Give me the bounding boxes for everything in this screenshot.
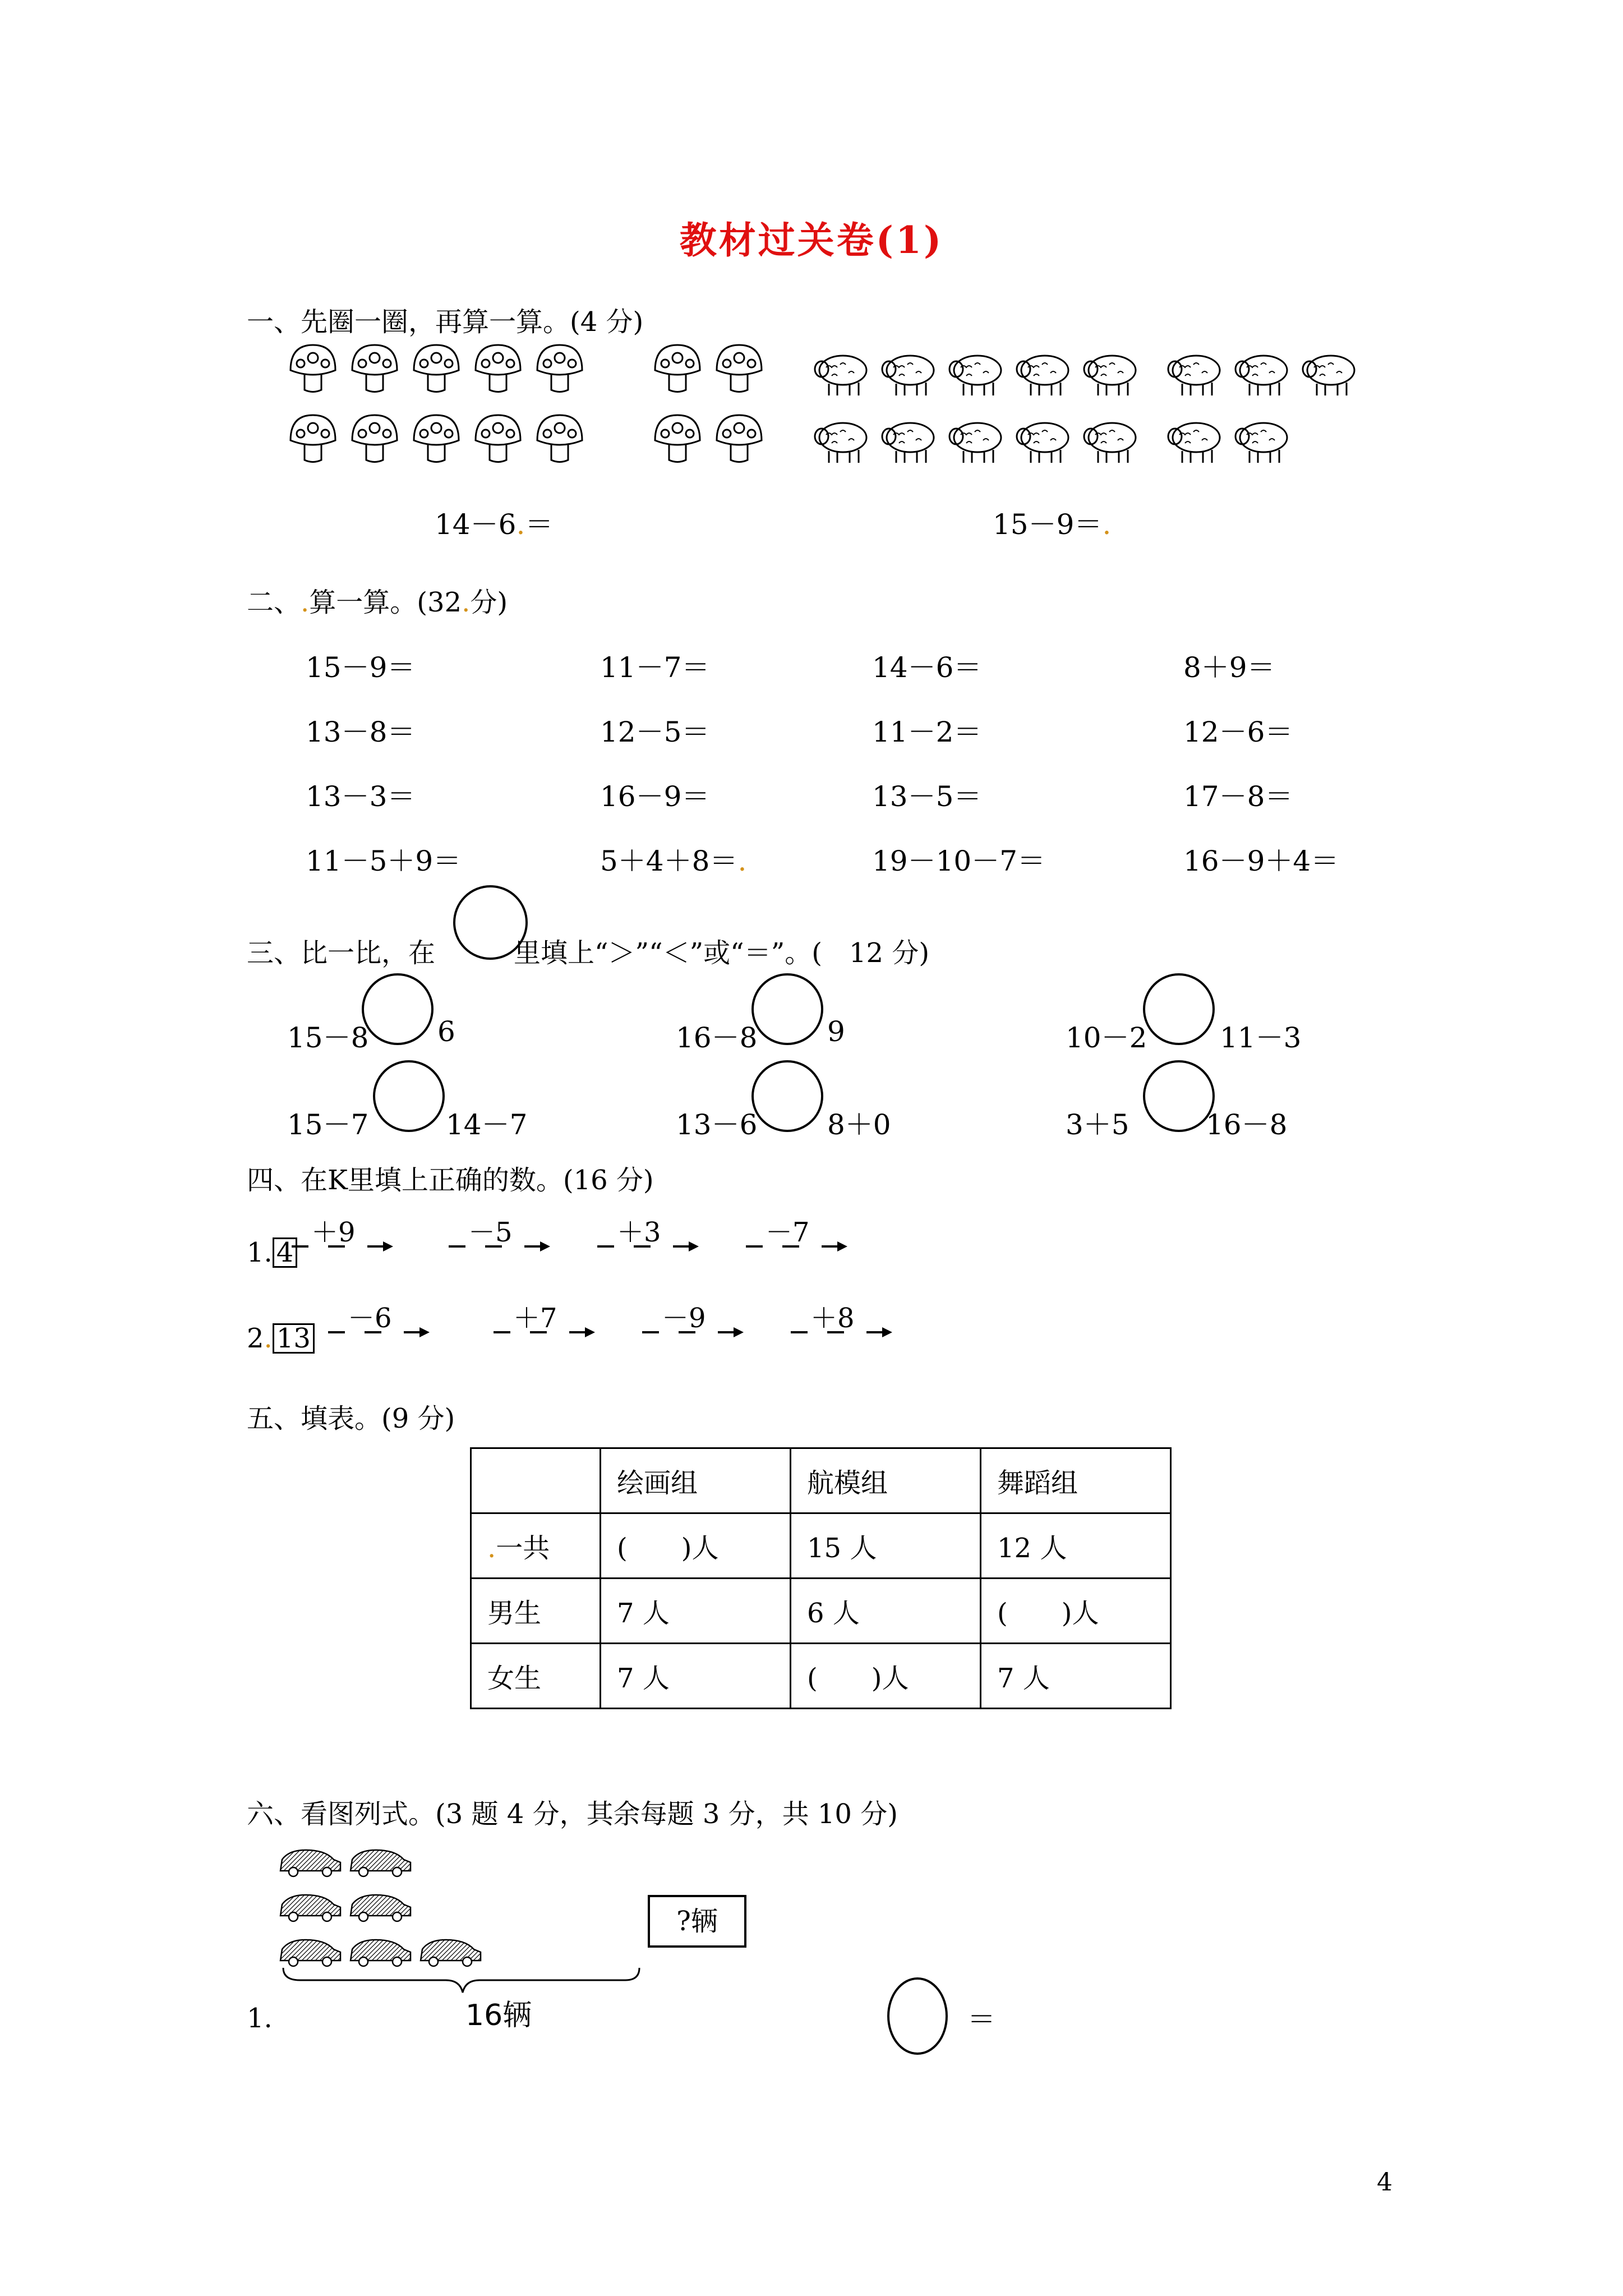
s3-left-expr: 3＋5 — [1066, 1108, 1129, 1141]
s4-row1-start: 4 — [273, 1237, 298, 1268]
s3-right-expr: 9 — [827, 1015, 845, 1048]
s4-arrow — [822, 1245, 838, 1248]
table-cell: 6 人 — [791, 1579, 981, 1644]
s4-operation: －7 — [766, 1217, 810, 1248]
s4-operation: ＋7 — [513, 1303, 557, 1334]
table-cell: 男生 — [471, 1579, 601, 1644]
s3-left-expr: 13－6 — [676, 1108, 758, 1141]
s6-equals: ＝ — [967, 2003, 995, 2036]
section-2-heading: 二、.算一算。(32.分) — [247, 587, 508, 618]
s2-equation: 11－5＋9＝ — [306, 845, 462, 877]
table-header-row — [471, 1448, 1171, 1513]
answer-oval — [887, 1977, 948, 2055]
s3-left-expr: 15－8 — [287, 1022, 369, 1054]
s4-blank-dash — [791, 1331, 808, 1333]
s4-blank-dash — [642, 1331, 659, 1333]
s3-left-expr: 10－2 — [1066, 1022, 1147, 1054]
s4-arrow — [367, 1245, 384, 1248]
table-cell: 航模组 — [791, 1448, 981, 1513]
s3-right-expr: 8＋0 — [827, 1108, 891, 1141]
s4-arrow — [718, 1331, 735, 1333]
s2-equation: 13－8＝ — [306, 716, 416, 748]
s4-blank-dash — [494, 1331, 510, 1333]
s4-operation: ＋9 — [311, 1217, 356, 1248]
s3-compare-circle[interactable] — [373, 1060, 445, 1132]
s3-right-expr: 16－8 — [1206, 1108, 1288, 1141]
s2-equation: 16－9＋4＝ — [1183, 845, 1339, 877]
s2-equation: 5＋4＋8＝. — [600, 845, 747, 877]
s2-equation: 16－9＝ — [600, 780, 710, 813]
group-table — [470, 1447, 1172, 1709]
s2-equation: 14－6＝ — [872, 651, 982, 684]
s4-arrow — [524, 1245, 541, 1248]
s4-row2-label: 2. 13 — [247, 1323, 315, 1354]
section-4-heading: 四、在K里填上正确的数。(16 分) — [247, 1165, 654, 1196]
unknown-count-box: ?辆 — [648, 1895, 746, 1948]
s3-left-expr: 15－7 — [287, 1108, 369, 1141]
table-row — [471, 1579, 1171, 1644]
s4-operation: ＋8 — [810, 1303, 855, 1334]
s2-equation: 11－2＝ — [872, 716, 982, 748]
s2-equation: 12－5＝ — [600, 716, 710, 748]
s6-q1-label: 1. — [247, 2003, 273, 2034]
table-cell: 女生 — [471, 1644, 601, 1709]
section-3-heading: 三、比一比，在 里填上“＞”“＜”或“＝”。( 12 分) — [247, 937, 930, 969]
s3-right-expr: 14－7 — [446, 1108, 528, 1141]
s2-equation: 15－9＝ — [306, 651, 416, 684]
s3-compare-circle[interactable] — [751, 973, 823, 1045]
s4-blank-dash — [597, 1245, 614, 1248]
s3-compare-circle[interactable] — [751, 1060, 823, 1132]
s4-blank-dash — [449, 1245, 465, 1248]
table-cell: .一共 — [471, 1513, 601, 1579]
s2-equation: 19－10－7＝ — [872, 845, 1046, 877]
table-cell: ( )人 — [981, 1579, 1171, 1644]
heading-circle — [453, 885, 528, 960]
s4-operation: －9 — [662, 1303, 706, 1334]
table-cell: 7 人 — [981, 1644, 1171, 1709]
table-cell: 7 人 — [601, 1644, 791, 1709]
table-cell: 12 人 — [981, 1513, 1171, 1579]
s4-arrow — [404, 1331, 421, 1333]
section-6-heading: 六、看图列式。(3 题 4 分，其余每题 3 分，共 10 分) — [247, 1798, 898, 1830]
s4-blank-dash — [292, 1245, 308, 1248]
s4-arrow — [569, 1331, 586, 1333]
s3-compare-circle[interactable] — [1143, 973, 1215, 1045]
s3-right-expr: 11－3 — [1220, 1022, 1302, 1054]
table-row — [471, 1513, 1171, 1579]
s4-blank-dash — [328, 1331, 345, 1333]
brace-total-label: 16辆 — [465, 1999, 532, 2032]
table-row — [471, 1644, 1171, 1709]
s4-arrow — [866, 1331, 883, 1333]
s4-operation: ＋3 — [617, 1217, 661, 1248]
page-title: 教材过关卷(1) — [679, 218, 944, 262]
s4-arrow — [673, 1245, 690, 1248]
table-cell: 舞蹈组 — [981, 1448, 1171, 1513]
mushroom-sheep-illustration — [285, 342, 1378, 477]
page-number: 4 — [1377, 2168, 1393, 2197]
s4-row2-start: 13 — [273, 1323, 315, 1354]
section-1-heading: 一、先圈一圈，再算一算。(4 分) — [247, 306, 644, 338]
table-cell: 7 人 — [601, 1579, 791, 1644]
s1-equation-right: 15－9＝. — [993, 508, 1112, 541]
s2-equation: 11－7＝ — [600, 651, 710, 684]
s4-row1-label: 1. 4 — [247, 1237, 297, 1268]
s2-equation: 8＋9＝ — [1183, 651, 1275, 684]
table-cell: 15 人 — [791, 1513, 981, 1579]
s4-blank-dash — [746, 1245, 763, 1248]
s3-compare-circle[interactable] — [1143, 1060, 1215, 1132]
s4-operation: －5 — [468, 1217, 513, 1248]
table-cell: 绘画组 — [601, 1448, 791, 1513]
s2-equation: 13－5＝ — [872, 780, 982, 813]
s2-equation: 17－8＝ — [1183, 780, 1293, 813]
table-cell — [471, 1448, 601, 1513]
s2-equation: 12－6＝ — [1183, 716, 1293, 748]
s3-compare-circle[interactable] — [362, 973, 434, 1045]
s1-equation-left: 14－6.＝ — [435, 508, 554, 541]
table-cell: ( )人 — [791, 1644, 981, 1709]
section-5-heading: 五、填表。(9 分) — [247, 1403, 455, 1434]
s2-equation: 13－3＝ — [306, 780, 416, 813]
s3-right-expr: 6 — [437, 1015, 455, 1048]
s3-left-expr: 16－8 — [676, 1022, 758, 1054]
s4-operation: －6 — [348, 1303, 392, 1334]
table-cell: ( )人 — [601, 1513, 791, 1579]
